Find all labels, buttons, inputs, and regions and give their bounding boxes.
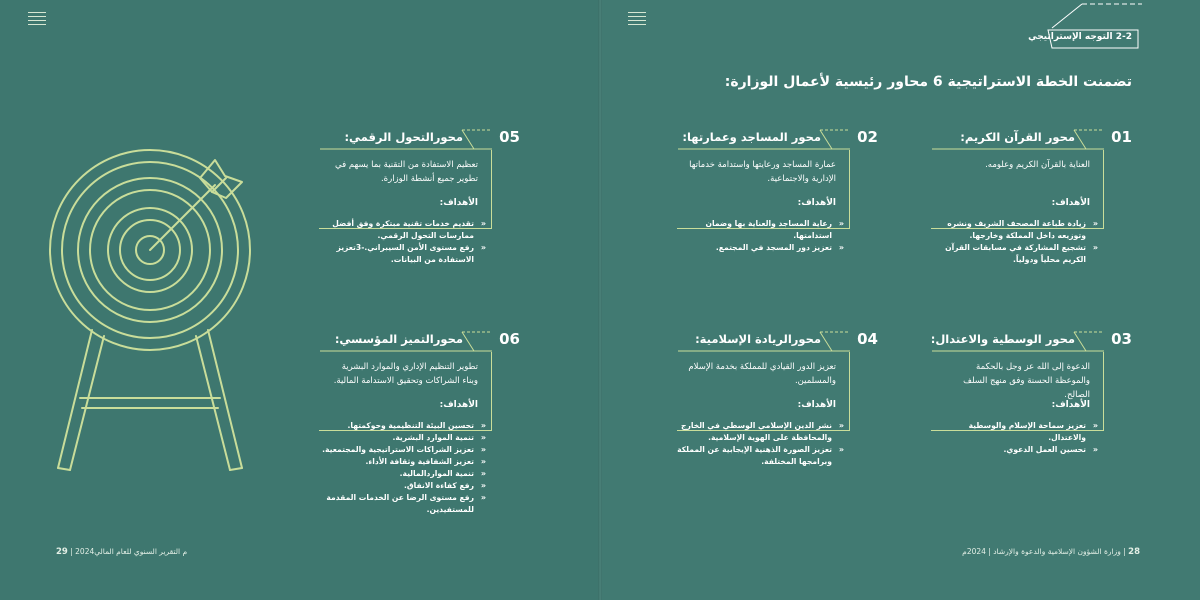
- axis-description: تعظيم الاستفادة من التقنية بما يسهم في تطوير جميع أنشطة الوزارة.: [335, 160, 478, 184]
- axis-card-03: [932, 330, 1132, 530]
- section-tag: [1028, 2, 1142, 50]
- double-chevron-icon: «: [838, 219, 844, 228]
- goal-item: [318, 420, 486, 432]
- axis-title: محورالريادة الإسلامية:: [695, 332, 821, 346]
- double-chevron-icon: «: [480, 457, 486, 466]
- double-chevron-icon: «: [838, 445, 844, 454]
- axis-card-06: [320, 330, 520, 530]
- footer-separator: |: [70, 547, 76, 556]
- axis-description: عمارة المساجد ورعايتها واستدامة خدماتها الإدارية والاجتماعية.: [689, 160, 836, 184]
- footer-separator: |: [1120, 547, 1126, 556]
- goal-text: رفع مستوى الأمن السيبراني.-3تعزيز الاستفادة من البيانات.: [336, 243, 474, 264]
- goal-text: زيادة طباعة المصحف الشريف ونشره وتوزيعه داخل المملكة وخارجها.: [947, 219, 1086, 240]
- double-chevron-icon: «: [1092, 421, 1098, 430]
- axis-title: محورالتحول الرقمي:: [344, 130, 463, 144]
- goal-item: [318, 480, 486, 492]
- goal-item: [318, 456, 486, 468]
- goal-text: تحسين البيئة التنظيمية وحوكمتها.: [347, 421, 474, 430]
- goal-item: [676, 420, 844, 444]
- axis-title: محورالتميز المؤسسي:: [334, 332, 463, 346]
- double-chevron-icon: «: [480, 469, 486, 478]
- goal-text: تعزيز الشفافية وثقافة الأداء.: [365, 457, 474, 466]
- footer-right: [962, 547, 1140, 557]
- axis-number: 04: [857, 330, 878, 348]
- goal-text: تعزيز دور المسجد في المجتمع.: [715, 243, 832, 252]
- double-chevron-icon: «: [480, 493, 486, 502]
- goal-item: [318, 242, 486, 266]
- axis-title: محور القرآن الكريم:: [960, 130, 1075, 144]
- axis-description: العناية بالقرآن الكريم وعلومه.: [985, 160, 1090, 170]
- goal-item: [676, 444, 844, 468]
- goal-item: [318, 468, 486, 480]
- footer-left: [56, 547, 187, 557]
- axis-number: 06: [499, 330, 520, 348]
- goal-item: [318, 218, 486, 242]
- goal-item: [676, 242, 844, 254]
- goal-item: [930, 218, 1098, 242]
- double-chevron-icon: «: [480, 219, 486, 228]
- axis-description: تطوير التنظيم الإداري والموارد البشرية وبناء الشراكات وتحقيق الاستدامة المالية.: [333, 362, 478, 386]
- goal-item: [930, 420, 1098, 444]
- goals-label: الأهداف:: [1051, 198, 1090, 208]
- double-chevron-icon: «: [480, 243, 486, 252]
- axis-card-05: [320, 128, 520, 328]
- goal-text: تشجيع المشاركة في مسابقات القرآن الكريم محلياً ودولياً.: [945, 243, 1086, 264]
- footer-year: 2024م: [962, 547, 986, 556]
- page-number: 29: [56, 547, 68, 557]
- page-fold: [598, 0, 602, 600]
- footer-year: 2024م: [75, 547, 188, 556]
- goal-text: تنمية المواردالمالية.: [399, 469, 474, 478]
- goal-text: تعزيز سماحة الإسلام والوسطية والاعتدال.: [968, 421, 1086, 442]
- axis-number: 05: [499, 128, 520, 146]
- goals-list: [318, 420, 486, 516]
- goal-text: تحسين العمل الدعوي.: [1003, 445, 1086, 454]
- goal-text: تعزيز الصورة الذهنية الإيجابية عن المملكة وبرامجها المختلفة.: [677, 445, 832, 466]
- goals-list: [676, 420, 844, 468]
- footer-text: وزارة الشؤون الإسلامية والدعوة والإرشاد: [993, 547, 1121, 556]
- double-chevron-icon: «: [480, 445, 486, 454]
- double-chevron-icon: «: [1092, 243, 1098, 252]
- goal-text: رفع مستوى الرضا عن الخدمات المقدمة للمستفيدين.: [326, 493, 474, 514]
- goal-item: [318, 432, 486, 444]
- axis-card-02: [678, 128, 878, 328]
- double-chevron-icon: «: [480, 481, 486, 490]
- double-chevron-icon: «: [838, 421, 844, 430]
- goal-text: رفع كفاءة الانفاق.: [403, 481, 474, 490]
- double-chevron-icon: «: [1092, 445, 1098, 454]
- double-chevron-icon: «: [480, 433, 486, 442]
- target-arrow-easel-icon: [40, 140, 260, 480]
- goals-label: الأهداف:: [797, 198, 836, 208]
- double-chevron-icon: «: [838, 243, 844, 252]
- axis-card-04: [678, 330, 878, 530]
- goal-item: [930, 444, 1098, 456]
- axis-card-01: [932, 128, 1132, 328]
- goal-text: رعاية المساجد والعناية بها وضمان استدامتها.: [705, 219, 832, 240]
- menu-lines-icon[interactable]: [628, 12, 646, 24]
- goals-label: الأهداف:: [439, 400, 478, 410]
- menu-lines-icon[interactable]: [28, 12, 46, 24]
- goal-text: تقديم خدمات تقنية مبتكرة وفق أفضل ممارسات التحول الرقمي.: [332, 219, 474, 240]
- axis-title: محور الوسطية والاعتدال:: [930, 332, 1075, 346]
- goals-list: [318, 218, 486, 266]
- axis-number: 03: [1111, 330, 1132, 348]
- axis-title: محور المساجد وعمارتها:: [682, 130, 821, 144]
- goals-list: [930, 420, 1098, 456]
- axis-number: 01: [1111, 128, 1132, 146]
- goal-text: تعزيز الشراكات الاستراتيجية والمجتمعية.: [322, 445, 474, 454]
- double-chevron-icon: «: [1092, 219, 1098, 228]
- goal-item: [318, 444, 486, 456]
- goals-label: الأهداف:: [797, 400, 836, 410]
- page-heading: تضمنت الخطة الاستراتيجية 6 محاور رئيسية لأعمال الوزارة:: [724, 74, 1132, 90]
- footer-text: التقرير السنوي للعام المالي: [94, 547, 181, 556]
- axis-number: 02: [857, 128, 878, 146]
- axis-description: الدعوة إلى الله عز وجل بالحكمة والموعظة الحسنة وفق منهج السلف الصالح.: [963, 362, 1090, 400]
- goals-list: [930, 218, 1098, 266]
- section-tag-label: 2-2 التوجه الإستراتيجي: [1028, 32, 1132, 42]
- goals-label: الأهداف:: [439, 198, 478, 208]
- goals-label: الأهداف:: [1051, 400, 1090, 410]
- page-number: 28: [1128, 547, 1140, 557]
- axis-description: تعزيز الدور القيادي للمملكة بخدمة الإسلام والمسلمين.: [688, 362, 836, 386]
- goals-list: [676, 218, 844, 254]
- goal-text: تنمية الموارد البشرية.: [392, 433, 474, 442]
- goal-item: [930, 242, 1098, 266]
- goal-text: نشر الدين الإسلامي الوسطي في الخارج والمحافظة على الهوية الإسلامية.: [681, 421, 832, 442]
- goal-item: [676, 218, 844, 242]
- double-chevron-icon: «: [480, 421, 486, 430]
- section-tag-frame: [1042, 2, 1142, 50]
- goal-item: [318, 492, 486, 516]
- footer-separator: |: [985, 547, 991, 556]
